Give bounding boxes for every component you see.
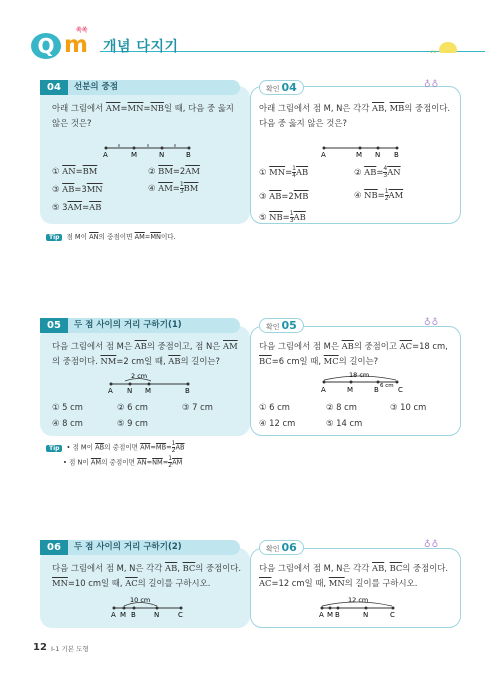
option-3: ③ $\overline{AB}=3\overline{MN}$ bbox=[52, 184, 103, 194]
logo-q: Q bbox=[31, 33, 61, 59]
option-5: ⑤ 14 cm bbox=[326, 418, 363, 428]
option-4: ④ 8 cm bbox=[52, 418, 83, 428]
point-label: M bbox=[131, 151, 138, 159]
point-label: M bbox=[145, 387, 152, 395]
option-3: ③ $\overline{AB}=2\overline{MB}$ bbox=[259, 191, 309, 201]
option-4: ④ 12 cm bbox=[259, 418, 296, 428]
problem-04-header bbox=[40, 80, 240, 95]
point-label: M bbox=[327, 611, 334, 619]
option-4: ④ $\overline{NB}=$ $\frac{1}{2}$ $\overline{AM}$ bbox=[354, 188, 404, 202]
check-05-question: 다음 그림에서 점 M은 $\overline{AB}$의 중점이고 $\overline{AC}=18$ cm, $\overline{BC}=6$ cm일 때, $\overline{MC}$의 길이는? bbox=[259, 341, 448, 366]
point-label: N bbox=[127, 387, 133, 395]
point-label: M bbox=[120, 611, 127, 619]
point-label: C bbox=[178, 611, 183, 619]
chapter-label: Ⅰ-1 기본 도형 bbox=[51, 645, 89, 653]
option-5: ⑤ $3\overline{AM}=\overline{AB}$ bbox=[52, 202, 102, 212]
problem-06-figure bbox=[110, 596, 195, 622]
deco-icon: ♁♁ bbox=[424, 80, 440, 90]
option-1: ① $\overline{AN}=\overline{BM}$ bbox=[52, 166, 98, 176]
point-label: B bbox=[186, 151, 191, 159]
problem-06-header bbox=[40, 540, 240, 555]
point-label: N bbox=[363, 611, 369, 619]
problem-04-tip: Tip 점 M이 $\overline{AN}$의 중점이면 $\overline{AM}=\overline{MN}$이다. bbox=[46, 231, 176, 241]
point-label: N bbox=[154, 611, 160, 619]
problem-05-question: 다음 그림에서 점 M은 $\overline{AB}$의 중점이고, 점 N은 $\overline{AM}$의 중점이다. $\overline{NM}=2$ cm일 때, $\overline{AB}$의 길이는? bbox=[52, 341, 238, 366]
check-number: 06 bbox=[281, 541, 297, 554]
option-2: ② $\overline{AB}=$ $\frac{4}{3}$ $\overline{AN}$ bbox=[354, 165, 401, 179]
problem-06-question: 다음 그림에서 점 M, N은 각각 $\overline{AB}$, $\overline{BC}$의 중점이다. $\overline{MN}=10$ cm일 때, $\overline{AC}$의 길이를 구하시오. bbox=[52, 563, 242, 588]
option-2: ② $\overline{BM}=2\overline{AM}$ bbox=[148, 166, 200, 176]
measure-label: 6 cm bbox=[380, 383, 394, 389]
point-label: A bbox=[319, 611, 324, 619]
measure-label: 12 cm bbox=[348, 596, 369, 604]
point-label: A bbox=[321, 151, 326, 159]
problem-title: 두 점 사이의 거리 구하기(2) bbox=[74, 542, 182, 552]
page-header bbox=[0, 0, 500, 80]
problem-04-question: 아래 그림에서 $\overline{AM}=\overline{MN}=\overline{NB}$일 때, 다음 중 옳지 않은 것은? bbox=[52, 103, 234, 128]
problem-04-figure bbox=[100, 138, 210, 160]
point-label: A bbox=[103, 151, 108, 159]
problem-05-header bbox=[40, 318, 240, 333]
check-06-question: 다음 그림에서 점 M, N은 각각 $\overline{AB}$, $\overline{BC}$의 중점이다. $\overline{AC}=12$ cm일 때, $\overline{MN}$의 길이를 구하시오. bbox=[259, 563, 449, 588]
problem-number: 04 bbox=[40, 80, 68, 95]
check-label: 확인 bbox=[266, 323, 280, 331]
option-5: ⑤ $\overline{NB}=$ $\frac{1}{3}$ $\overline{AB}$ bbox=[259, 210, 306, 224]
check-label: 확인 bbox=[266, 85, 280, 93]
check-05-tab bbox=[259, 318, 304, 333]
problem-number: 06 bbox=[40, 540, 68, 555]
problem-05-figure bbox=[105, 372, 200, 398]
point-label: C bbox=[390, 611, 395, 619]
measure-label: 10 cm bbox=[130, 596, 151, 604]
option-3: ③ 10 cm bbox=[390, 402, 427, 412]
point-label: A bbox=[108, 387, 113, 395]
grass-icon: ᵥᵥ bbox=[430, 46, 437, 55]
measure-label: 18 cm bbox=[349, 371, 370, 379]
check-06-tab bbox=[259, 540, 304, 555]
point-label: B bbox=[185, 387, 190, 395]
point-label: B bbox=[374, 386, 379, 394]
check-05-figure bbox=[318, 370, 408, 396]
point-label: B bbox=[335, 611, 340, 619]
point-label: A bbox=[321, 386, 326, 394]
problem-title: 선분의 중점 bbox=[74, 82, 119, 92]
problem-number: 05 bbox=[40, 318, 68, 333]
check-06-figure bbox=[318, 596, 403, 622]
check-number: 05 bbox=[281, 319, 297, 332]
problem-title: 두 점 사이의 거리 구하기(1) bbox=[74, 320, 182, 330]
point-label: N bbox=[375, 151, 381, 159]
point-label: M bbox=[347, 386, 354, 394]
point-label: A bbox=[111, 611, 116, 619]
check-04-figure bbox=[318, 138, 408, 160]
chick-icon bbox=[439, 42, 457, 53]
check-number: 04 bbox=[281, 81, 297, 94]
point-label: N bbox=[159, 151, 165, 159]
problem-05-tip: Tip • 점 M이 $\overline{AB}$의 중점이면 $\overline{AM}=\overline{MB}=$ $\frac{1}{2}$ $\overline{AB}$ bbox=[46, 441, 185, 454]
point-label: C bbox=[398, 386, 403, 394]
point-label: B bbox=[131, 611, 136, 619]
page-number: 12 bbox=[33, 642, 47, 653]
logo-m: m bbox=[64, 32, 88, 58]
problem-05-tip-2: • 점 N이 $\overline{AM}$의 중점이면 $\overline{AN}=\overline{NM}=$ $\frac{1}{2}$ $\overline{AM}$ bbox=[63, 455, 183, 469]
section-title: 개념 다지기 bbox=[103, 39, 179, 55]
deco-icon: ♁♁ bbox=[424, 318, 440, 328]
point-label: B bbox=[394, 151, 399, 159]
logo-sub: 쏙쏙 bbox=[76, 27, 88, 34]
point-label: M bbox=[356, 151, 363, 159]
option-3: ③ 7 cm bbox=[182, 402, 213, 412]
option-1: ① $\overline{MN}=$ $\frac{1}{4}$ $\overline{AB}$ bbox=[259, 165, 309, 179]
deco-icon: ♁♁ bbox=[424, 540, 440, 550]
option-1: ① 6 cm bbox=[259, 402, 290, 412]
check-04-question: 아래 그림에서 점 M, N은 각각 $\overline{AB}$, $\overline{MB}$의 중점이다. 다음 중 옳지 않은 것은? bbox=[259, 103, 451, 128]
option-2: ② 8 cm bbox=[326, 402, 357, 412]
option-2: ② 6 cm bbox=[117, 402, 148, 412]
check-04-tab bbox=[259, 80, 304, 95]
check-label: 확인 bbox=[266, 545, 280, 553]
option-1: ① 5 cm bbox=[52, 402, 83, 412]
measure-label: 2 cm bbox=[131, 372, 148, 380]
option-5: ⑤ 9 cm bbox=[117, 418, 148, 428]
option-4: ④ $\overline{AM}=$ $\frac{1}{3}$ $\overline{BM}$ bbox=[148, 181, 199, 195]
